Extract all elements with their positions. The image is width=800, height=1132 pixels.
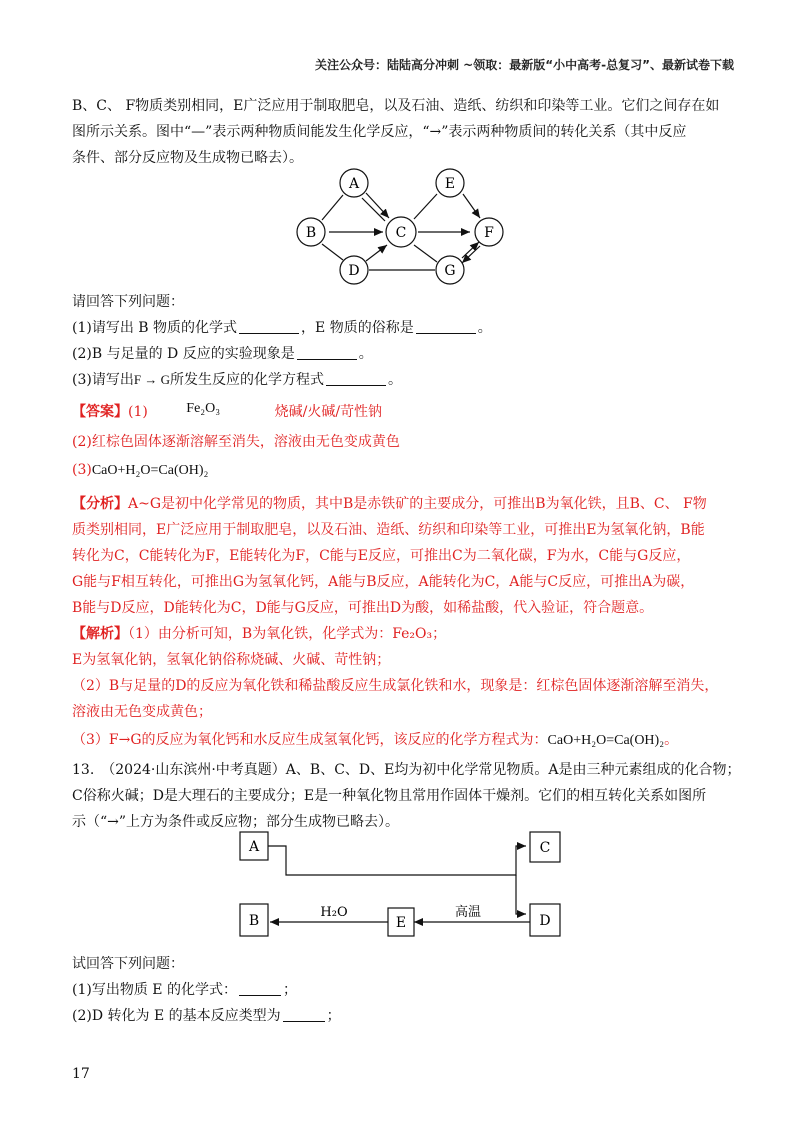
- box-c: [530, 832, 560, 862]
- question-13-1: (1)写出物质 E 的化学式： ；: [72, 982, 297, 998]
- question-12-1: (1)请写出 B 物质的化学式 ，E 物质的俗称是 。: [72, 320, 492, 336]
- analysis-line-3: 转化为C，C能转化为F，E能转化为F，C能与E反应，可推出C为二氧化碳，F为水，C能与G反应，: [72, 548, 691, 564]
- page-number: 17: [72, 1066, 90, 1082]
- box-e: [388, 908, 414, 936]
- answer-line-1: 【答案】(1) Fe₂O₃ 烧碱/火碱/苛性钠: [72, 401, 383, 420]
- node-f: [475, 218, 503, 246]
- node-b: [297, 218, 325, 246]
- question-12-3: (3)请写出F → G所发生反应的化学方程式 。: [72, 372, 402, 388]
- svg-text:G: G: [444, 263, 456, 279]
- explanation-line-2: E为氢氧化钠，氢氧化钠俗称烧碱、火碱、苛性钠；: [72, 652, 391, 668]
- answer-line-2: (2)红棕色固体逐渐溶解至消失，溶液由无色变成黄色: [72, 434, 400, 450]
- answer-blank[interactable]: [239, 319, 299, 334]
- box-a: [240, 832, 268, 860]
- answer-blank[interactable]: [283, 1007, 325, 1022]
- box-b: [240, 904, 268, 936]
- svg-text:A: A: [348, 176, 360, 192]
- answer-blank[interactable]: [239, 981, 281, 996]
- prompt-13: 试回答下列问题：: [72, 956, 184, 972]
- problem-13-line-3: 示（“→”上方为条件或反应物；部分生成物已略去）。: [72, 814, 400, 830]
- label-h2o: H₂O: [320, 905, 348, 920]
- svg-text:C: C: [539, 840, 551, 856]
- explanation-line-5: （3）F→G的反应为氧化钙和水反应生成氢氧化钙，该反应的化学方程式为：CaO+H₂O=Ca(OH)₂。: [72, 732, 679, 748]
- intro-line-2: 图所示关系。图中“—”表示两种物质间能发生化学反应，“→”表示两种物质间的转化关系（其中反应: [72, 124, 687, 140]
- answer-blank[interactable]: [416, 319, 476, 334]
- node-g: [436, 256, 464, 284]
- node-c: [386, 217, 416, 247]
- analysis-line-2: 质类别相同，E广泛应用于制取肥皂，以及石油、造纸、纺织和印染等工业，可推出E为氢氧化钠，B能: [72, 522, 705, 538]
- box-d: [530, 904, 560, 936]
- answer-blank[interactable]: [297, 345, 357, 360]
- question-13-2: (2)D 转化为 E 的基本反应类型为 ；: [72, 1008, 341, 1024]
- reaction-diagram-2: [240, 832, 560, 936]
- svg-text:E: E: [395, 915, 407, 931]
- svg-text:D: D: [539, 913, 551, 929]
- intro-line-1: B、C、 F物质类别相同，E广泛应用于制取肥皂，以及石油、造纸、纺织和印染等工业。它们之间存在如: [72, 98, 720, 114]
- problem-13-line-2: C俗称火碱；D是大理石的主要成分；E是一种氧化物且常用作固体干燥剂。它们的相互转化关系如图所: [72, 788, 707, 804]
- node-d: [340, 256, 368, 284]
- svg-text:B: B: [305, 225, 317, 241]
- page-header: 关注公众号：陆陆高分冲刺 ~领取：最新版“小中高考-总复习”、最新试卷下载: [315, 58, 734, 72]
- node-e: [436, 169, 464, 197]
- analysis-line-1: 【分析】A~G是初中化学常见的物质，其中B是赤铁矿的主要成分，可推出B为氧化铁，且B、C、 F物: [72, 496, 707, 512]
- explanation-line-1: 【解析】（1）由分析可知，B为氧化铁，化学式为：Fe₂O₃；: [72, 626, 447, 642]
- question-12-2: (2)B 与足量的 D 反应的实验现象是 。: [72, 346, 373, 362]
- svg-text:D: D: [348, 263, 360, 279]
- svg-text:B: B: [248, 913, 260, 929]
- svg-text:E: E: [444, 176, 456, 192]
- problem-13-line-1: 13. （2024·山东滨州·中考真题）A、B、C、D、E均为初中化学常见物质。A是由三种元素组成的化合物；: [72, 762, 741, 778]
- prompt-12: 请回答下列问题：: [72, 294, 184, 310]
- svg-text:C: C: [395, 225, 407, 241]
- answer-blank[interactable]: [326, 371, 386, 386]
- explanation-line-3: （2）B与足量的D的反应为氧化铁和稀盐酸反应生成氯化铁和水，现象是：红棕色固体逐渐溶解至消失，: [72, 678, 719, 694]
- intro-line-3: 条件、部分反应物及生成物已略去）。: [72, 150, 303, 166]
- analysis-line-4: G能与F相互转化，可推出G为氢氧化钙，A能与B反应，A能转化为C，A能与C反应，可推出A为碳，: [72, 574, 695, 590]
- answer-line-3: (3)CaO+H₂O=Ca(OH)₂: [72, 462, 209, 478]
- svg-text:A: A: [248, 839, 260, 855]
- svg-text:F: F: [484, 225, 494, 241]
- label-high-temp: 高温: [454, 905, 482, 920]
- explanation-line-4: 溶液由无色变成黄色；: [72, 704, 212, 720]
- analysis-line-5: B能与D反应，D能转化为C，D能与G反应，可推出D为酸，如稀盐酸，代入验证，符合题意。: [72, 600, 654, 616]
- node-a: [340, 169, 368, 197]
